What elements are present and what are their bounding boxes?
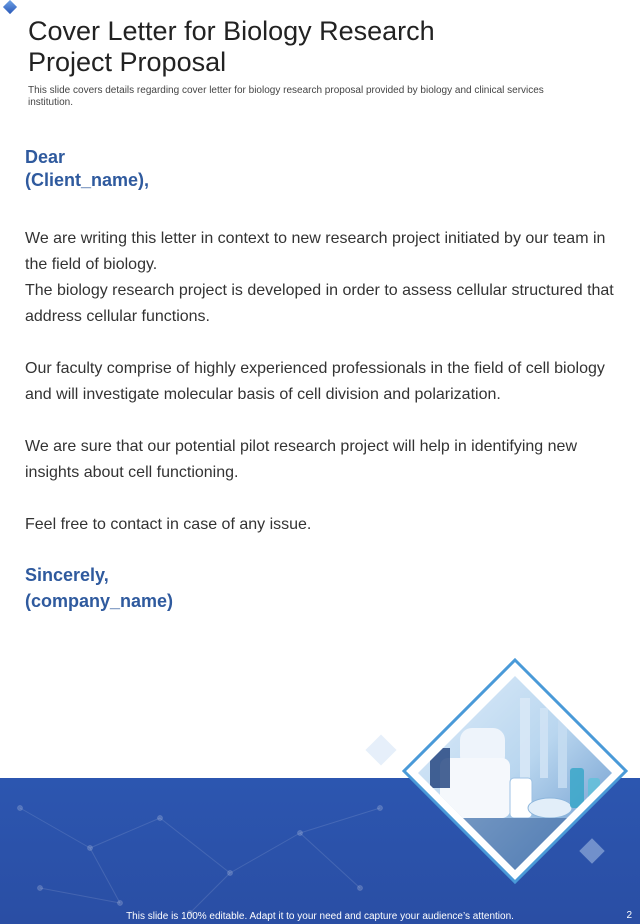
slide-subtitle: This slide covers details regarding cover letter for biology research proposal provided by biology and clinical services institution. xyxy=(28,85,544,108)
slide-title xyxy=(28,16,548,78)
signoff-company-name: (company_name) xyxy=(25,591,174,611)
paragraph-1b: The biology research project is developed in order to assess cellular structured that address cellular functions. xyxy=(25,282,614,325)
letter-body xyxy=(25,226,625,564)
decorative-diamond-icon xyxy=(365,734,396,765)
title-line-2: Project Proposal xyxy=(28,47,227,77)
salutation-dear: Dear xyxy=(25,147,66,167)
signoff-sincerely: Sincerely, xyxy=(25,565,109,585)
salutation-client-name: (Client_name), xyxy=(25,170,150,190)
paragraph-2: Our faculty comprise of highly experienced professionals in the field of cell biology and will investigate molecular basis of cell division and polarization. xyxy=(25,360,605,403)
corner-diamond-icon xyxy=(3,0,17,14)
signoff xyxy=(25,562,173,614)
title-line-1: Cover Letter for Biology Research xyxy=(28,16,435,46)
paragraph-3: We are sure that our potential pilot research project will help in identifying new insights about cell functioning. xyxy=(25,438,577,481)
lab-photo-diamond xyxy=(400,658,630,888)
laboratory-photo xyxy=(400,658,630,888)
paragraph-1a: We are writing this letter in context to new research project initiated by our team in the field of biology. xyxy=(25,230,606,273)
footer-note: This slide is 100% editable. Adapt it to your need and capture your audience’s attention. xyxy=(126,911,514,922)
paragraph-4: Feel free to contact in case of any issue. xyxy=(25,516,312,533)
salutation xyxy=(25,146,149,192)
page-number: 2 xyxy=(626,910,632,921)
